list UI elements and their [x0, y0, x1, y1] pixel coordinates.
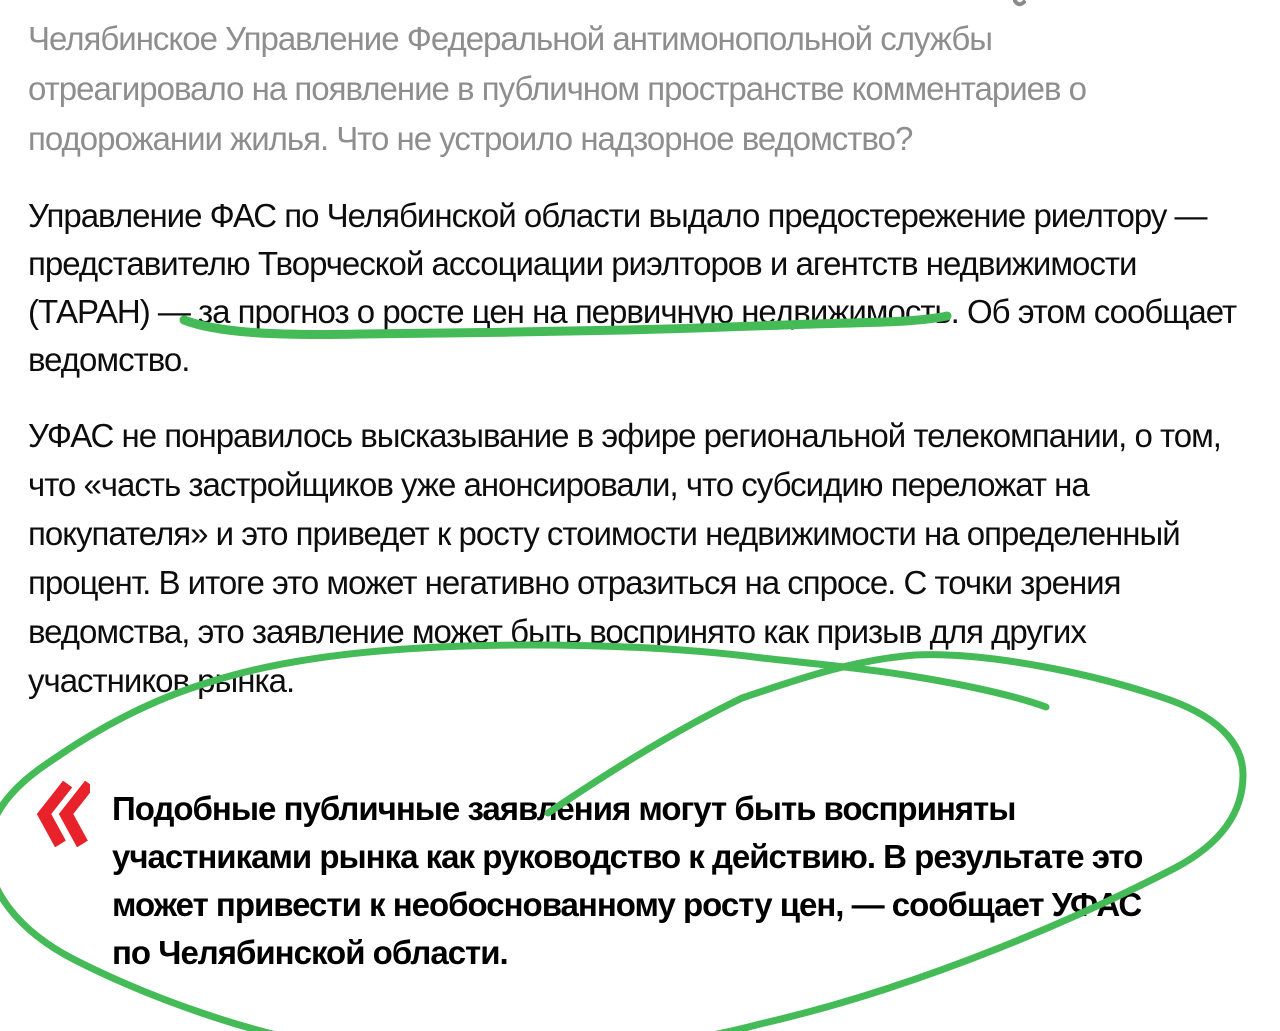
text-line: Челябинское Управление Федеральной антимонопольной службы: [28, 20, 992, 57]
paragraph-2: [28, 411, 1254, 705]
text-line: что «часть застройщиков уже анонсировали, что субсидию переложат на: [28, 466, 1089, 503]
text-line: может привести к необоснованному росту цен, — сообщает УФАС: [112, 886, 1142, 923]
text-line: Управление ФАС по Челябинской области выдало предостережение риелтору —: [28, 197, 1207, 234]
paragraph-1: [28, 192, 1254, 384]
cropped-line-strip: [28, 0, 1254, 14]
text-line: отреагировало на появление в публичном пространстве комментариев о: [28, 70, 1087, 107]
text-line: (ТАРАН) — за прогноз о росте цен на первичную недвижимость. Об этом сообщает: [28, 293, 1237, 330]
text-line: подорожании жилья. Что не устроило надзорное ведомство?: [28, 120, 913, 157]
lede-paragraph: [28, 14, 1254, 164]
text-line: по Челябинской области.: [112, 934, 508, 971]
text-line: участников рынка.: [28, 662, 295, 699]
text-line: покупателя» и это приведет к росту стоимости недвижимости на определенный: [28, 515, 1180, 552]
text-line: участниками рынка как руководство к действию. В результате это: [112, 838, 1143, 875]
text-line: представителю Творческой ассоциации риэлторов и агентств недвижимости: [28, 245, 1137, 282]
text-line: процент. В итоге это может негативно отразиться на спросе. С точки зрения: [28, 564, 1121, 601]
text-line: УФАС не понравилось высказывание в эфире региональной телекомпании, о том,: [28, 417, 1221, 454]
quote-marks-icon: [32, 781, 90, 847]
pull-quote: [28, 785, 1254, 977]
text-line: ведомство.: [28, 341, 190, 378]
text-line: Подобные публичные заявления могут быть восприняты: [112, 790, 1016, 827]
text-line: ведомства, это заявление может быть воспринято как призыв для других: [28, 613, 1086, 650]
